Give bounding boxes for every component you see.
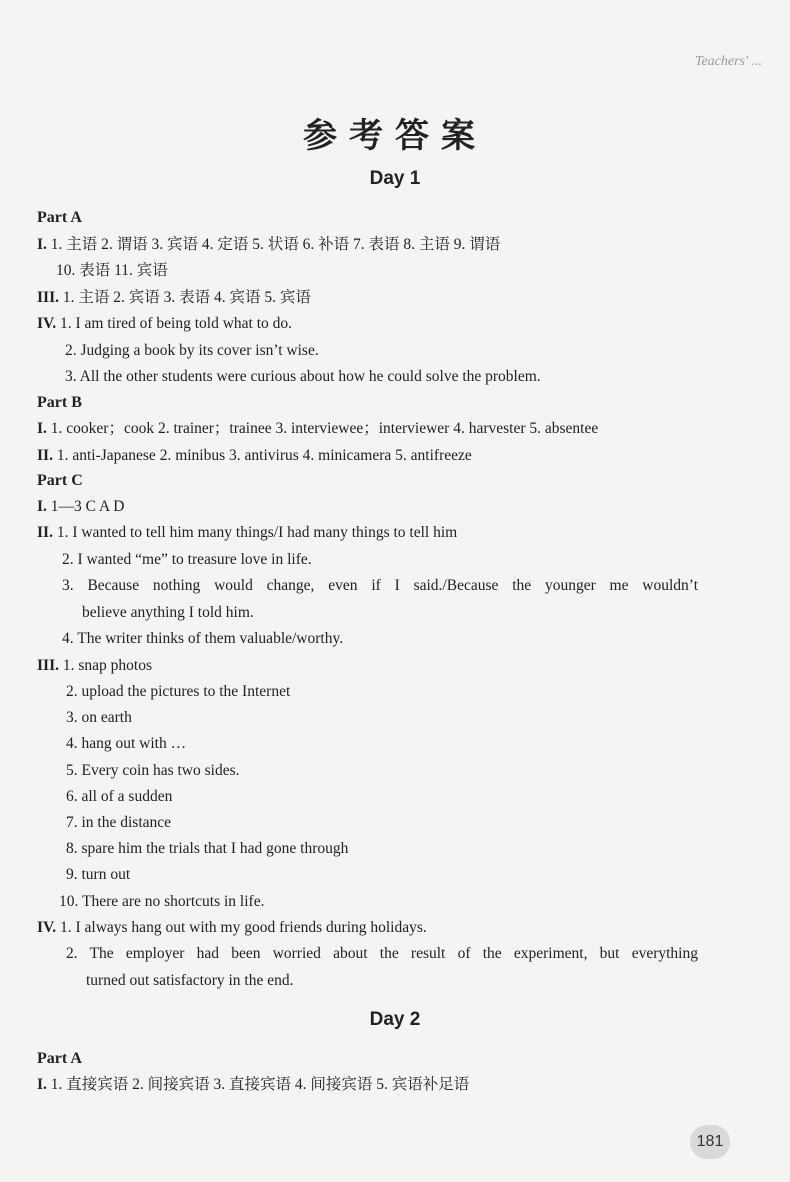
list-item: 10. There are no shortcuts in life.: [59, 893, 265, 910]
list-item: 9. turn out: [66, 866, 131, 883]
day1-part-c-ii-3a: 3. Because nothing would change, even if I said./Because the younger me wouldn’t: [62, 577, 698, 594]
section-number: III.: [37, 657, 59, 674]
answer-text: 1—3 C A D: [50, 498, 125, 515]
section-number: II.: [37, 524, 53, 541]
list-item: 6. all of a sudden: [66, 788, 173, 805]
day1-part-a-iv-2: 2. Judging a book by its cover isn’t wise.: [65, 342, 319, 359]
section-number: I.: [37, 1076, 47, 1093]
list-item: 3. on earth: [66, 709, 132, 726]
day1-part-a-i-cont: 10. 表语 11. 宾语: [56, 262, 168, 279]
list-item: 2. upload the pictures to the Internet: [66, 683, 291, 700]
day1-part-c-i: [37, 497, 124, 517]
day1-part-c-iii-1: [37, 656, 152, 676]
day1-part-c-iv-2b: turned out satisfactory in the end.: [86, 972, 294, 989]
day1-part-b-label: Part B: [37, 394, 82, 411]
day1-part-b-i: [37, 419, 598, 439]
list-item: 5. Every coin has two sides.: [66, 762, 240, 779]
day-1-heading: Day 1: [369, 168, 421, 189]
section-number: I.: [37, 420, 47, 437]
day1-part-c-ii-1: [37, 523, 457, 543]
answer-text: 1. cooker；cook 2. trainer；trainee 3. interviewee；interviewer 4. harvester 5. absentee: [50, 420, 599, 437]
answer-text: 1. I am tired of being told what to do.: [59, 315, 293, 332]
running-head: Teachers' ...: [694, 54, 762, 69]
answer-text: 1. 主语 2. 谓语 3. 宾语 4. 定语 5. 状语 6. 补语 7. 表语 8. 主语 9. 谓语: [50, 236, 501, 253]
day1-part-c-ii-4: 4. The writer thinks of them valuable/worthy.: [62, 630, 344, 647]
day1-part-a-iv-3: 3. All the other students were curious about how he could solve the problem.: [65, 368, 541, 385]
page-number: 181: [690, 1125, 730, 1159]
list-item: 7. in the distance: [66, 814, 172, 831]
day1-part-c-iv-1: [37, 918, 427, 938]
answer-text: 1. I wanted to tell him many things/I had many things to tell him: [56, 524, 458, 541]
day1-part-a-iii: [37, 288, 311, 308]
day1-part-c-iv-2a: 2. The employer had been worried about the result of the experiment, but everything: [66, 945, 698, 962]
list-item: 4. hang out with …: [66, 735, 187, 752]
day1-part-a-i: [37, 235, 500, 255]
day1-part-a-iv-1: [37, 314, 292, 334]
day1-part-c-ii-2: 2. I wanted “me” to treasure love in life.: [62, 551, 312, 568]
section-number: I.: [37, 236, 47, 253]
answer-text: 1. 直接宾语 2. 间接宾语 3. 直接宾语 4. 间接宾语 5. 宾语补足语: [50, 1076, 470, 1093]
answer-text: 1. anti-Japanese 2. minibus 3. antivirus 4. minicamera 5. antifreeze: [56, 447, 472, 464]
section-number: IV.: [37, 919, 57, 936]
day2-part-a-i: [37, 1075, 469, 1095]
section-number: I.: [37, 498, 47, 515]
day1-part-c-ii-3b: believe anything I told him.: [82, 604, 254, 621]
section-number: II.: [37, 447, 53, 464]
day1-part-b-ii: [37, 446, 472, 466]
day-2-heading: Day 2: [369, 1009, 421, 1030]
answer-text: 1. I always hang out with my good friends during holidays.: [59, 919, 427, 936]
list-item: 8. spare him the trials that I had gone through: [66, 840, 349, 857]
day2-part-a-label: Part A: [37, 1050, 82, 1067]
answer-text: 1. 主语 2. 宾语 3. 表语 4. 宾语 5. 宾语: [62, 289, 311, 306]
day1-part-a-label: Part A: [37, 209, 82, 226]
section-number: IV.: [37, 315, 57, 332]
day1-part-c-label: Part C: [37, 472, 83, 489]
page-title: 参考答案: [303, 116, 487, 156]
section-number: III.: [37, 289, 59, 306]
answer-text: 1. snap photos: [62, 657, 152, 674]
